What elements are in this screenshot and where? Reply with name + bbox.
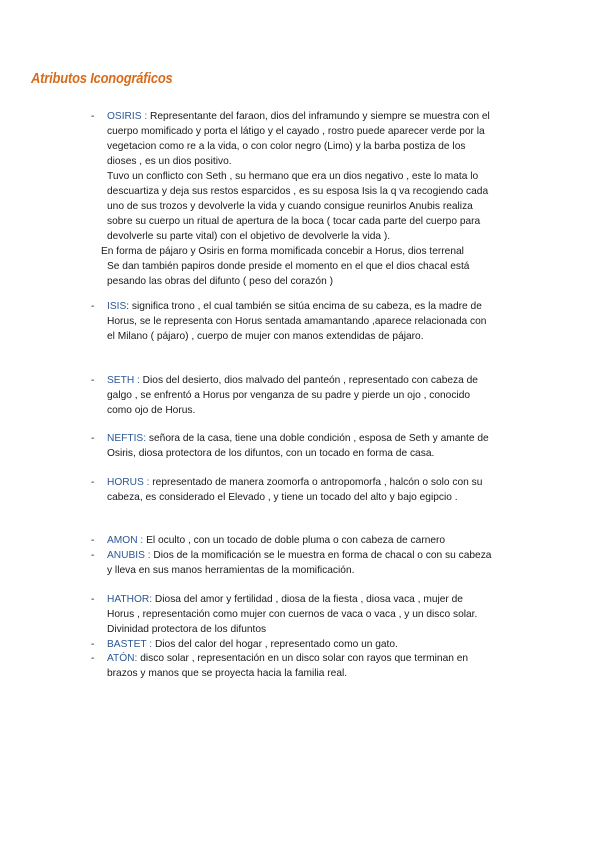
entry-line: brazos y manos que se proyecta hacia la familia real. [107, 668, 348, 679]
entry-text: Diosa del amor y fertilidad , diosa de la fiesta , diosa vaca , mujer de [152, 594, 463, 605]
entry-line: cuerpo momificado y porta el látigo y el cayado , rostro puede aparecer verde por la [107, 126, 485, 137]
entry-line: devolverle su parte vital) con el objetivo de devolverle la vida ). [107, 231, 391, 242]
list-dash: - [91, 639, 95, 650]
list-dash: - [91, 550, 95, 561]
god-name-amon: AMON : [107, 535, 144, 546]
entry-text: El oculto , con un tocado de doble pluma o con cabeza de carnero [143, 535, 446, 546]
entry-text: Dios de la momificación se le muestra en forma de chacal o con su cabeza [150, 550, 492, 561]
god-name-anubis: ANUBIS : [107, 550, 151, 561]
entry-line: descuartiza y deja sus restos esparcidos , es su esposa Isis la q va recogiendo cada [107, 186, 489, 197]
entry-text: Representante del faraon, dios del inframundo y siempre se muestra con el [147, 111, 490, 122]
entry-line: Osiris, diosa protectora de los difuntos, con un tocado en forma de casa. [107, 448, 435, 459]
list-dash: - [91, 301, 95, 312]
list-dash: - [91, 433, 95, 444]
entry-line: como ojo de Horus. [107, 405, 196, 416]
list-dash: - [91, 594, 95, 605]
entry-text: señora de la casa, tiene una doble condición , esposa de Seth y amante de [146, 433, 489, 444]
page-title: Atributos Iconográficos [31, 70, 173, 87]
entry-line: Se dan también papiros donde preside el momento en el que el dios chacal está [107, 261, 470, 272]
entry-line: Divinidad protectora de los difuntos [107, 624, 267, 635]
god-name-hathor: HATHOR: [107, 594, 153, 605]
entry-text: Dios del desierto, dios malvado del panteón , representado con cabeza de [139, 375, 478, 386]
god-name-bastet: BASTET : [107, 639, 153, 650]
god-name-seth: SETH : [107, 375, 140, 386]
god-name-osiris: OSIRIS : [107, 111, 148, 122]
god-name-neftis: NEFTIS: [107, 433, 147, 444]
list-dash: - [91, 111, 95, 122]
entry-line: En forma de pájaro y Osiris en forma momificada concebir a Horus, dios terrenal [101, 246, 464, 257]
entry-line: galgo , se enfrentó a Horus por venganza de su padre y pierde un ojo , conocido [107, 390, 471, 401]
entry-line: Horus , representación como mujer con cuernos de vaca o vaca , y un disco solar. [107, 609, 478, 620]
entry-line: sobre su cuerpo un ritual de apertura de la boca ( tocar cada parte del cuerpo para [107, 216, 481, 227]
entry-line: Tuvo un conflicto con Seth , su hermano que era un dios negativo , este lo mata lo [107, 171, 479, 182]
god-name-aton: ATÓN: [107, 653, 138, 664]
entry-line: uno de sus trozos y devolverle la vida y cuando consigue reunirlos Anubis realiza [107, 201, 473, 212]
entry-osiris-extra [101, 244, 470, 289]
list-dash: - [91, 535, 95, 546]
entry-line: pesando las obras del difunto ( peso del corazón ) [107, 276, 333, 287]
list-dash: - [91, 477, 95, 488]
entry-text: Dios del calor del hogar , representado como un gato. [152, 639, 398, 650]
list-dash: - [91, 653, 95, 664]
entry-line: dioses , es un dios positivo. [107, 156, 232, 167]
god-name-horus: HORUS : [107, 477, 150, 488]
entry-line: el Milano ( pájaro) , cuerpo de mujer con manos extendidas de pájaro. [107, 331, 424, 342]
entry-line: cabeza, es considerado el Elevado , y tiene un tocado del alto y bajo egipcio . [107, 492, 458, 503]
entry-line: y lleva en sus manos herramientas de la momificación. [107, 565, 355, 576]
entry-text: representado de manera zoomorfa o antropomorfa , halcón o solo con su [149, 477, 483, 488]
entry-line: Horus, se le representa con Horus sentada amamantando ,aparece relacionada con [107, 316, 487, 327]
entry-line: vegetacion como re a la vida, o con color negro (Limo) y la barba postiza de los [107, 141, 466, 152]
list-dash: - [91, 375, 95, 386]
entry-text: disco solar , representación en un disco solar con rayos que terminan en [137, 653, 469, 664]
god-name-isis: ISIS [107, 301, 127, 312]
entry-text: : significa trono , el cual también se sitúa encima de su cabeza, es la madre de [126, 301, 482, 312]
